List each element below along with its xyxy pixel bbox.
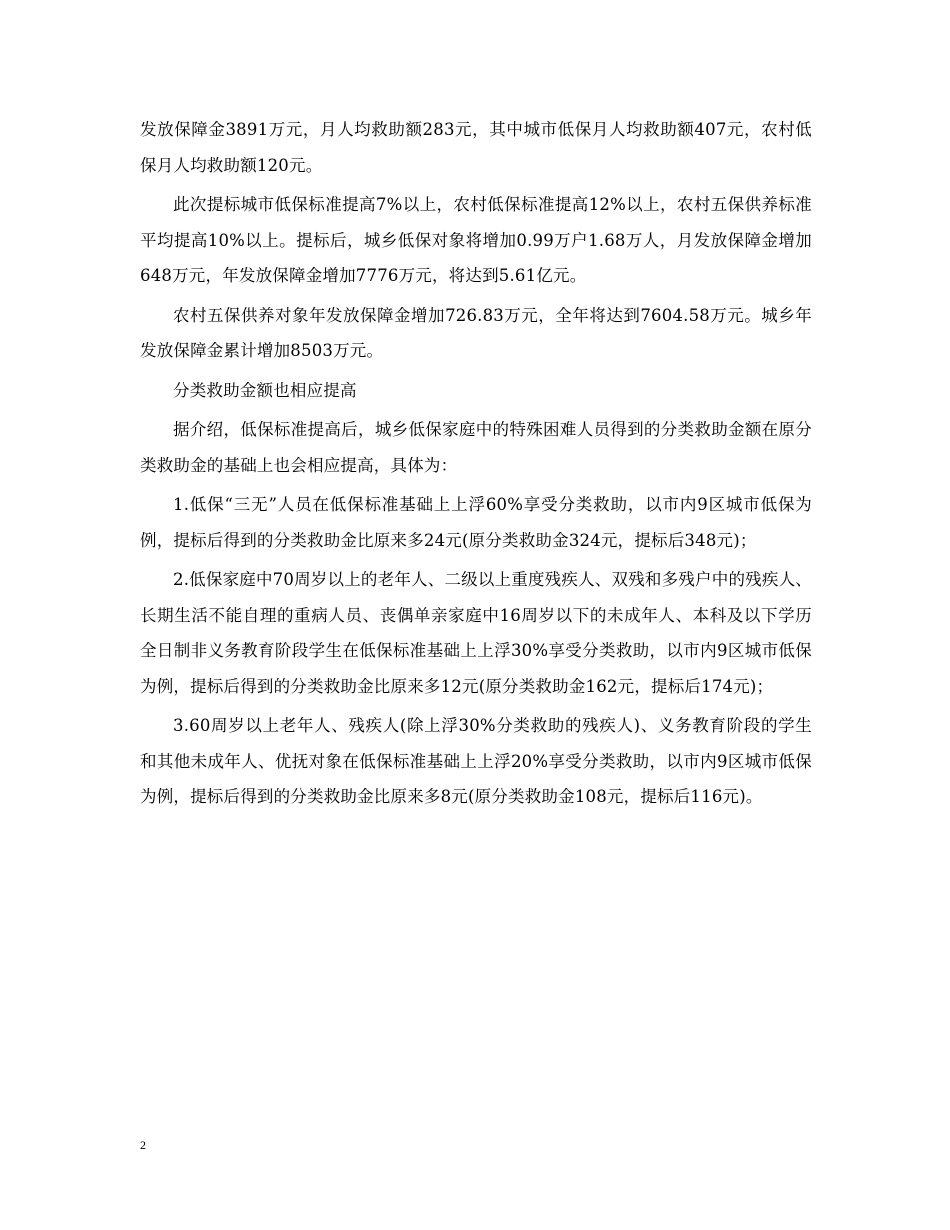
list-item-1: 1.低保“三无”人员在低保标准基础上上浮60%享受分类救助，以市内9区城市低保为例，提标后得到的分类救助金比原来多24元(原分类救助金324元，提标后348元)；	[140, 495, 812, 550]
list-item-2: 2.低保家庭中70周岁以上的老年人、二级以上重度残疾人、双残和多残户中的残疾人、长期生活不能自理的重病人员、丧偶单亲家庭中16周岁以下的未成年人、本科及以下学历全日制非义务教育阶段学生在低保标准基础上上浮30%享受分类救助，以市内9区城市低保为例，提标后得到的分类救助金比原来多12元(原分类救助金162元，提标后174元)；	[140, 570, 812, 696]
paragraph-rural-five-guarantee: 农村五保供养对象年发放保障金增加726.83万元，全年将达到7604.58万元。城乡年发放保障金累计增加8503万元。	[140, 305, 812, 360]
page-number: 2	[140, 1138, 146, 1152]
paragraph-introduction: 据介绍，低保标准提高后，城乡低保家庭中的特殊困难人员得到的分类救助金额在原分类救助金的基础上也会相应提高，具体为：	[140, 420, 812, 475]
document-body	[140, 112, 812, 819]
list-item-3: 3.60周岁以上老年人、残疾人(除上浮30%分类救助的残疾人)、义务教育阶段的学生和其他未成年人、优抚对象在低保标准基础上上浮20%享受分类救助，以市内9区城市低保为例，提标后得到的分类救助金比原来多8元(原分类救助金108元，提标后116元)。	[140, 716, 812, 806]
paragraph-standard-increase: 此次提标城市低保标准提高7%以上，农村低保标准提高12%以上，农村五保供养标准平均提高10%以上。提标后，城乡低保对象将增加0.99万户1.68万人，月发放保障金增加648万元，年发放保障金增加7776万元，将达到5.61亿元。	[140, 195, 812, 285]
section-heading: 分类救助金额也相应提高	[173, 380, 357, 400]
paragraph-continuation: 发放保障金3891万元，月人均救助额283元，其中城市低保月人均救助额407元，农村低保月人均救助额120元。	[140, 120, 812, 175]
